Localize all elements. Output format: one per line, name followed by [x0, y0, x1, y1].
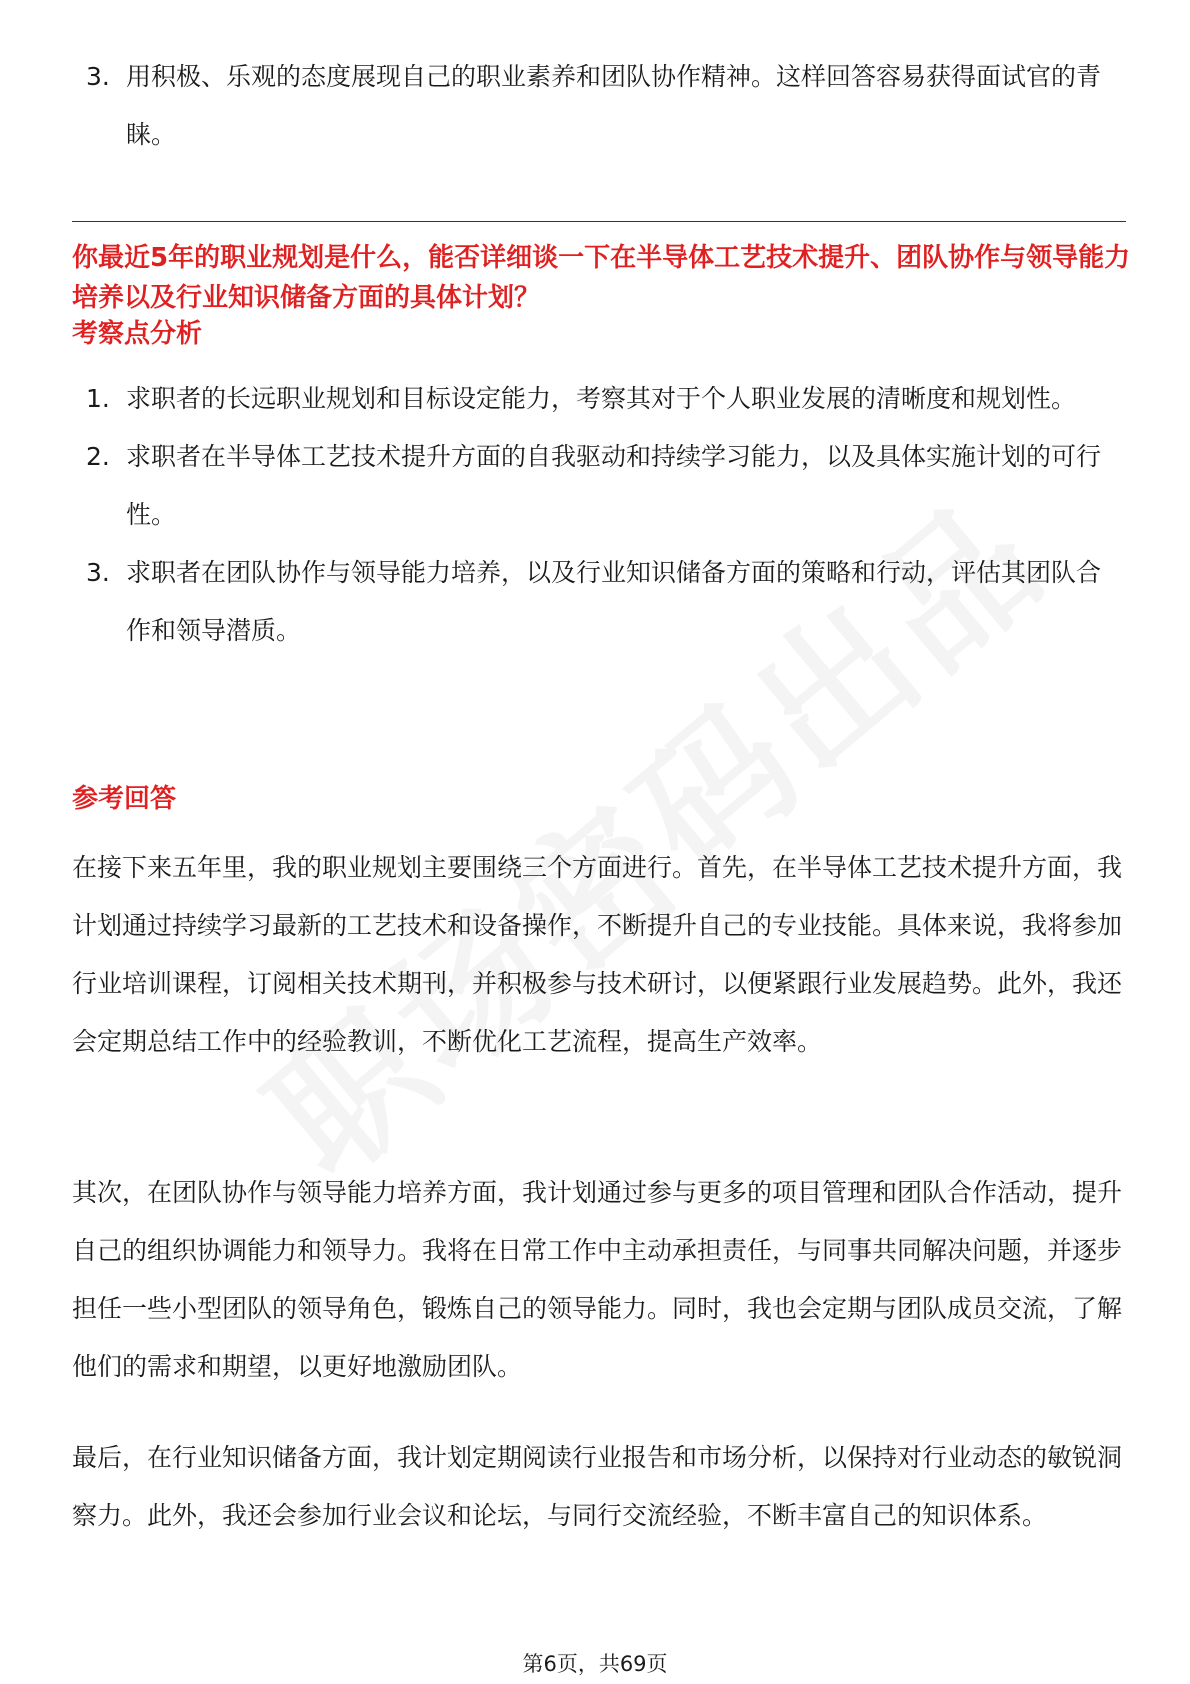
answer-paragraph: 最后，在行业知识储备方面，我计划定期阅读行业报告和市场分析，以保持对行业动态的敏锐洞察力。此外，我还会参加行业会议和论坛，与同行交流经验，不断丰富自己的知识体系。 [72, 1443, 1123, 1530]
analysis-list [72, 370, 1122, 660]
answer-heading: 参考回答 [72, 784, 177, 814]
list-item-number: 3. [86, 558, 110, 587]
list-item [72, 370, 1122, 428]
answer-paragraph: 在接下来五年里，我的职业规划主要围绕三个方面进行。首先，在半导体工艺技术提升方面，我计划通过持续学习最新的工艺技术和设备操作，不断提升自己的专业技能。具体来说，我将参加行业培训课程，订阅相关技术期刊，并积极参与技术研讨，以便紧跟行业发展趋势。此外，我还会定期总结工作中的经验教训，不断优化工艺流程，提高生产效率。 [72, 853, 1123, 1056]
list-item [72, 48, 1122, 164]
answer-paragraph: 其次，在团队协作与领导能力培养方面，我计划通过参与更多的项目管理和团队合作活动，提升自己的组织协调能力和领导力。我将在日常工作中主动承担责任，与同事共同解决问题，并逐步担任一些小型团队的领导角色，锻炼自己的领导能力。同时，我也会定期与团队成员交流，了解他们的需求和期望，以更好地激励团队。 [72, 1178, 1123, 1381]
section-divider [72, 221, 1126, 222]
list-item-number: 2. [86, 442, 110, 471]
page-footer: 第6页，共69页 [522, 1652, 668, 1676]
previous-list [72, 48, 1122, 164]
list-item-text: 求职者的长远职业规划和目标设定能力，考察其对于个人职业发展的清晰度和规划性。 [126, 384, 1077, 413]
list-item-number: 3. [86, 62, 110, 91]
list-item-text: 求职者在团队协作与领导能力培养，以及行业知识储备方面的策略和行动，评估其团队合作和领导潜质。 [126, 558, 1102, 645]
analysis-heading: 考察点分析 [72, 319, 203, 349]
question-title: 你最近5年的职业规划是什么，能否详细谈一下在半导体工艺技术提升、团队协作与领导能力培养以及行业知识储备方面的具体计划？ [72, 243, 1131, 313]
list-item [72, 544, 1122, 660]
list-item-text: 求职者在半导体工艺技术提升方面的自我驱动和持续学习能力，以及具体实施计划的可行性。 [126, 442, 1102, 529]
list-item [72, 428, 1122, 544]
list-item-text: 用积极、乐观的态度展现自己的职业素养和团队协作精神。这样回答容易获得面试官的青睐。 [126, 62, 1102, 149]
list-item-number: 1. [86, 384, 110, 413]
